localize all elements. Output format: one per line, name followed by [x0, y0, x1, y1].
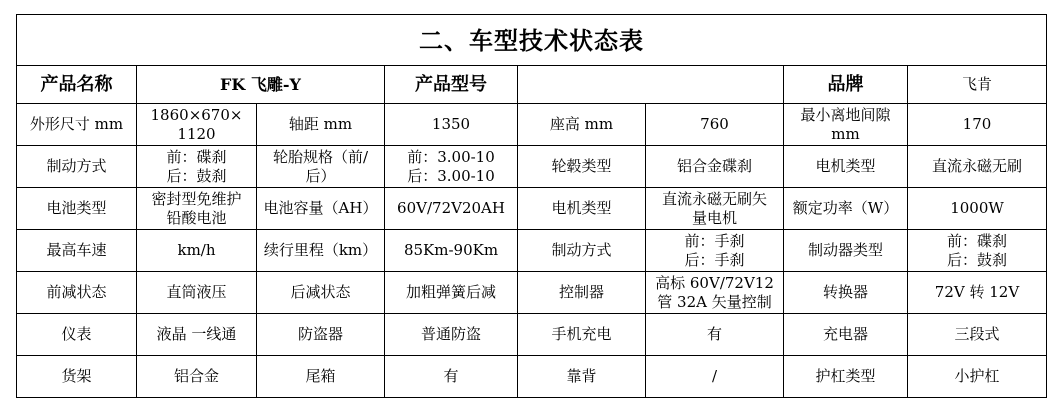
spec-label-cell: 后减状态: [257, 272, 385, 314]
spec-rows: [17, 104, 1047, 398]
spec-value-cell: 170: [908, 104, 1047, 146]
spec-value-cell: 有: [646, 314, 784, 356]
table-row: [17, 104, 1047, 146]
spec-value-cell: 1860×670× 1120: [137, 104, 257, 146]
table-row: [17, 356, 1047, 398]
table-title: 二、车型技术状态表: [17, 15, 1047, 66]
spec-label-cell: 护杠类型: [784, 356, 908, 398]
table-row: [17, 272, 1047, 314]
spec-label-cell: 电机类型: [518, 188, 646, 230]
spec-value-cell: 760: [646, 104, 784, 146]
spec-value-cell: 前：3.00-10 后：3.00-10: [385, 146, 518, 188]
table-row: [17, 230, 1047, 272]
spec-label-cell: 轮胎规格（前/ 后）: [257, 146, 385, 188]
spec-value-cell: 直流永磁无刷矢 量电机: [646, 188, 784, 230]
spec-value-cell: 直筒液压: [137, 272, 257, 314]
spec-value-cell: 1000W: [908, 188, 1047, 230]
spec-value-cell: 高标 60V/72V12 管 32A 矢量控制: [646, 272, 784, 314]
spec-value-cell: 前：手刹 后：手刹: [646, 230, 784, 272]
spec-label-cell: 最高车速: [17, 230, 137, 272]
spec-value-cell: 有: [385, 356, 518, 398]
spec-value-cell: /: [646, 356, 784, 398]
spec-label-cell: 仪表: [17, 314, 137, 356]
product-name-value: FK 飞雕-Y: [137, 66, 385, 104]
spec-value-cell: 密封型免维护 铅酸电池: [137, 188, 257, 230]
brand-value: 飞肯: [908, 66, 1047, 104]
spec-value-cell: 小护杠: [908, 356, 1047, 398]
spec-value-cell: 60V/72V20AH: [385, 188, 518, 230]
spec-value-cell: 铝合金碟刹: [646, 146, 784, 188]
spec-label-cell: 尾箱: [257, 356, 385, 398]
product-model-label: 产品型号: [385, 66, 518, 104]
spec-value-cell: km/h: [137, 230, 257, 272]
spec-label-cell: 制动方式: [518, 230, 646, 272]
product-name-label: 产品名称: [17, 66, 137, 104]
header-row: [17, 66, 1047, 104]
spec-label-cell: 额定功率（W）: [784, 188, 908, 230]
spec-value-cell: 三段式: [908, 314, 1047, 356]
brand-label: 品牌: [784, 66, 908, 104]
spec-value-cell: 铝合金: [137, 356, 257, 398]
table-row: [17, 188, 1047, 230]
spec-label-cell: 电机类型: [784, 146, 908, 188]
table-row: [17, 146, 1047, 188]
spec-value-cell: 液晶 一线通: [137, 314, 257, 356]
spec-label-cell: 制动方式: [17, 146, 137, 188]
spec-value-cell: 72V 转 12V: [908, 272, 1047, 314]
spec-label-cell: 轮毂类型: [518, 146, 646, 188]
spec-label-cell: 电池容量（AH）: [257, 188, 385, 230]
spec-label-cell: 制动器类型: [784, 230, 908, 272]
spec-label-cell: 手机充电: [518, 314, 646, 356]
spec-label-cell: 货架: [17, 356, 137, 398]
spec-table: [16, 14, 1047, 398]
spec-label-cell: 充电器: [784, 314, 908, 356]
spec-value-cell: 前：碟刹 后：鼓刹: [137, 146, 257, 188]
spec-value-cell: 直流永磁无刷: [908, 146, 1047, 188]
product-model-value: [518, 66, 784, 104]
spec-label-cell: 靠背: [518, 356, 646, 398]
spec-label-cell: 转换器: [784, 272, 908, 314]
spec-label-cell: 续行里程（km）: [257, 230, 385, 272]
spec-label-cell: 最小离地间隙 mm: [784, 104, 908, 146]
table-row: [17, 314, 1047, 356]
spec-label-cell: 座高 mm: [518, 104, 646, 146]
spec-label-cell: 电池类型: [17, 188, 137, 230]
spec-label-cell: 外形尺寸 mm: [17, 104, 137, 146]
spec-value-cell: 加粗弹簧后减: [385, 272, 518, 314]
spec-value-cell: 普通防盗: [385, 314, 518, 356]
spec-label-cell: 前减状态: [17, 272, 137, 314]
spec-sheet: [16, 14, 1046, 398]
spec-label-cell: 轴距 mm: [257, 104, 385, 146]
spec-value-cell: 85Km-90Km: [385, 230, 518, 272]
spec-value-cell: 1350: [385, 104, 518, 146]
spec-label-cell: 控制器: [518, 272, 646, 314]
spec-value-cell: 前：碟刹 后：鼓刹: [908, 230, 1047, 272]
spec-label-cell: 防盗器: [257, 314, 385, 356]
